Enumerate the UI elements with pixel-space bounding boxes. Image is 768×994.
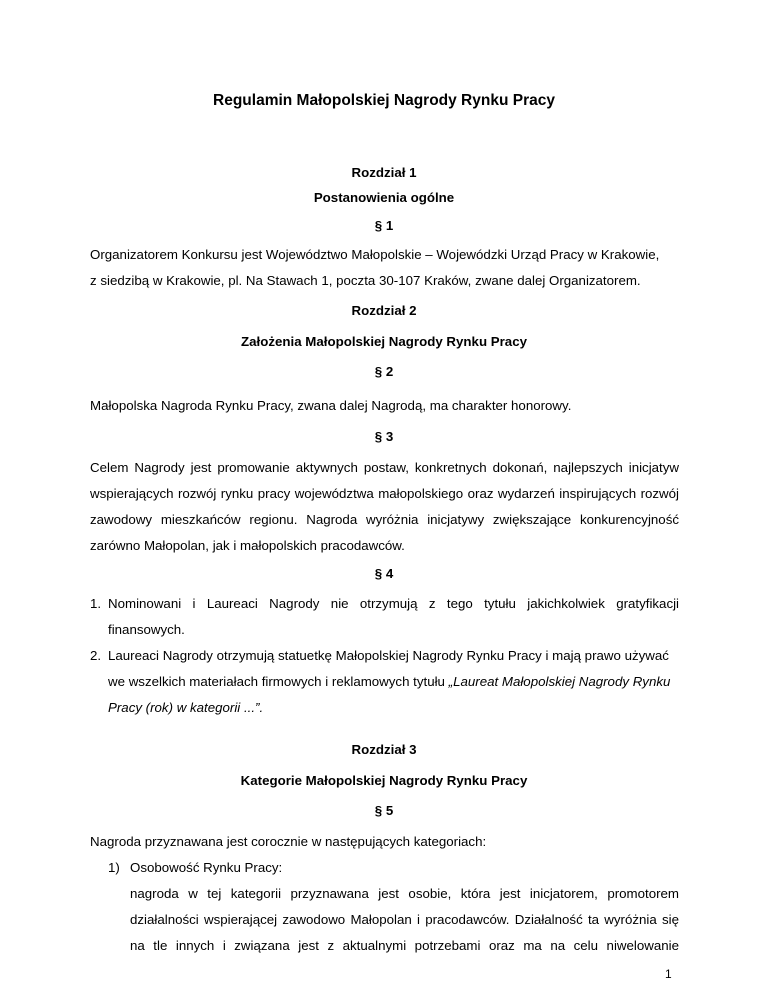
list-item-line: Nominowani i Laureaci Nagrody nie otrzymują z tego tytułu jakichkolwiek gratyfikacji [108,596,679,611]
document-title: Regulamin Małopolskiej Nagrody Rynku Pracy [213,92,555,109]
chapter-1-subtitle: Postanowienia ogólne [313,190,455,205]
section-4-label: § 4 [374,566,394,581]
list-number: 2. [90,648,102,663]
list-item-text: we wszelkich materiałach firmowych i reklamowych tytułu [108,674,449,689]
section-1-label: § 1 [374,218,394,233]
category-line: na tle innych i związana jest z aktualnymi potrzebami oraz ma na celu niwelowanie [130,938,679,953]
section-3-line: zarówno Małopolan, jak i małopolskich pracodawców. [90,538,405,553]
list-number: 1) [108,860,120,875]
section-3-line: Celem Nagrody jest promowanie aktywnych postaw, konkretnych dokonań, najlepszych inicjatyw [90,460,679,475]
chapter-2-subtitle: Założenia Małopolskiej Nagrody Rynku Pracy [241,334,527,349]
section-3-line: zawodowy mieszkańców regionu. Nagroda wyróżnia inicjatywy zwiększające konkurencyjność [90,512,679,527]
list-item-line: Laureaci Nagrody otrzymują statuetkę Małopolskiej Nagrody Rynku Pracy i mają prawo używać [108,648,669,663]
section-2-line: Małopolska Nagroda Rynku Pracy, zwana dalej Nagrodą, ma charakter honorowy. [90,398,572,413]
category-heading: Osobowość Rynku Pracy: [130,860,283,875]
chapter-2-heading: Rozdział 2 [351,303,417,318]
list-item-line: finansowych. [108,622,185,637]
category-line: działalności wspierającej zawodowo Małopolan i pracodawców. Działalność ta wyróżnia się [130,912,679,927]
section-1-line: z siedzibą w Krakowie, pl. Na Stawach 1, poczta 30-107 Kraków, zwane dalej Organizatorem. [90,273,641,288]
section-2-label: § 2 [374,364,394,379]
chapter-1-heading: Rozdział 1 [351,165,417,180]
section-5-intro: Nagroda przyznawana jest corocznie w następujących kategoriach: [90,834,487,849]
page-number: 1 [665,967,672,981]
section-5-label: § 5 [374,803,394,818]
quoted-title: „Laureat Małopolskiej Nagrody Rynku [448,674,671,689]
list-item-line [108,674,670,689]
section-3-label: § 3 [374,429,394,444]
section-1-line: Organizatorem Konkursu jest Województwo Małopolskie – Wojewódzki Urząd Pracy w Krakowie, [90,247,660,262]
chapter-3-heading: Rozdział 3 [351,742,417,757]
list-number: 1. [90,596,102,611]
chapter-3-subtitle: Kategorie Małopolskiej Nagrody Rynku Pracy [240,773,528,788]
quoted-title: Pracy (rok) w kategorii ...”. [108,700,264,715]
section-3-line: wspierających rozwój rynku pracy województwa małopolskiego oraz wydarzeń inspirujących rozwój [90,486,679,501]
category-line: nagroda w tej kategorii przyznawana jest osobie, która jest inicjatorem, promotorem [130,886,679,901]
